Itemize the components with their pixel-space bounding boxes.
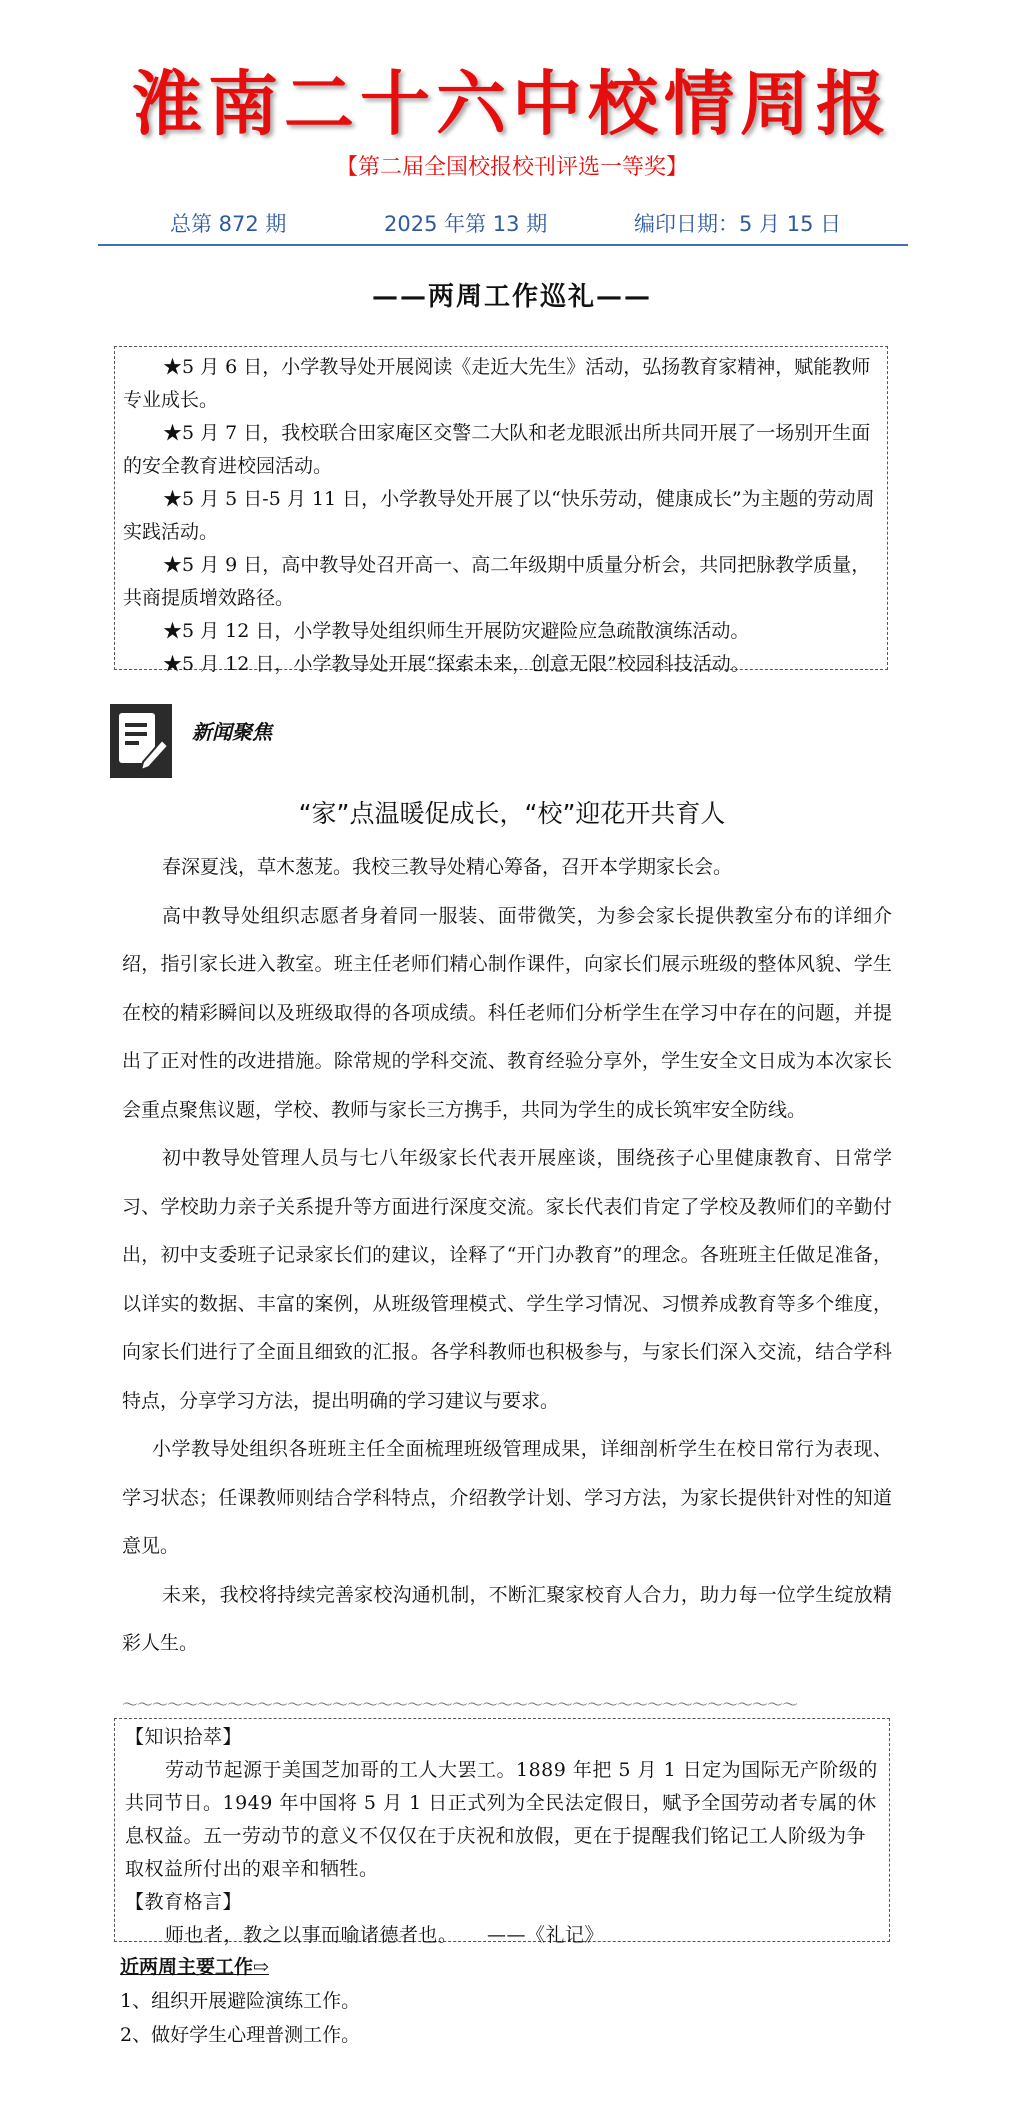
article-paragraph: 初中教导处管理人员与七八年级家长代表开展座谈，围绕孩子心里健康教育、日常学习、学校助力亲子关系提升等方面进行深度交流。家长代表们肯定了学校及教师们的辛勤付出，初中支委班子记录家长们的建议，诠释了“开门办教育”的理念。各班班主任做足准备，以详实的数据、丰富的案例，从班级管理模式、学生学习情况、习惯养成教育等多个维度，向家长们进行了全面且细致的汇报。各学科教师也积极参与，与家长们深入交流，结合学科特点，分享学习方法，提出明确的学习建议与要求。 bbox=[122, 1147, 892, 1412]
motto-text: 师也者，教之以事而喻诸德者也。 ——《礼记》 bbox=[165, 1924, 605, 1946]
work-review-box bbox=[114, 346, 888, 675]
article-body bbox=[122, 843, 892, 1668]
article-paragraph: 未来，我校将持续完善家校沟通机制，不断汇聚家校育人合力，助力每一位学生绽放精彩人生。 bbox=[122, 1583, 892, 1654]
upcoming-work-section bbox=[120, 1950, 360, 2052]
article-paragraph: 高中教导处组织志愿者身着同一服装、面带微笑，为参会家长提供教室分布的详细介绍，指引家长进入教室。班主任老师们精心制作课件，向家长们展示班级的整体风貌、学生在校的精彩瞬间以及班级取得的各项成绩。科任老师们分析学生在学习中存在的问题，并提出了正对性的改进措施。除常规的学科交流、教育经验分享外，学生安全文日成为本次家长会重点聚焦议题，学校、教师与家长三方携手，共同为学生的成长筑牢安全防线。 bbox=[122, 904, 892, 1121]
work-review-item: ★5 月 6 日，小学教导处开展阅读《走近大先生》活动，弘扬教育家精神，赋能教师专业成长。 bbox=[123, 356, 871, 411]
knowledge-box bbox=[114, 1718, 890, 1946]
motto-heading: 【教育格言】 bbox=[125, 1891, 243, 1913]
issue-year-number: 2025 年第 13 期 bbox=[384, 212, 548, 236]
work-review-item: ★5 月 12 日，小学教导处开展“探索未来，创意无限”校园科技活动。 bbox=[163, 653, 750, 675]
upcoming-work-item: 1、组织开展避险演练工作。 bbox=[120, 1990, 361, 2012]
article-paragraph: 春深夏浅，草木葱茏。我校三教导处精心筹备，召开本学期家长会。 bbox=[162, 856, 733, 878]
work-review-item: ★5 月 12 日，小学教导处组织师生开展防灾避险应急疏散演练活动。 bbox=[163, 620, 750, 642]
article-paragraph: 小学教导处组织各班班主任全面梳理班级管理成果，详细剖析学生在校日常行为表现、学习状态；任课教师则结合学科特点，介绍教学计划、学习方法，为家长提供针对性的知道意见。 bbox=[122, 1438, 892, 1557]
work-review-item: ★5 月 9 日，高中教导处召开高一、高二年级期中质量分析会，共同把脉教学质量，共商提质增效路径。 bbox=[123, 554, 871, 609]
knowledge-text: 劳动节起源于美国芝加哥的工人大罢工。1889 年把 5 月 1 日定为国际无产阶级的共同节日。1949 年中国将 5 月 1 日正式列为全民法定假日，赋予全国劳动者专属的休息权益。五一劳动节的意义不仅仅在于庆祝和放假，更在于提醒我们铭记工人阶级为争取权益所付出的艰辛和牺牲。 bbox=[125, 1759, 878, 1880]
work-review-item: ★5 月 5 日-5 月 11 日，小学教导处开展了以“快乐劳动，健康成长”为主题的劳动周实践活动。 bbox=[123, 488, 875, 543]
wave-divider: ～～～～～～～～～～～～～～～～～～～～～～～～～～～～～～～～～～～～～～～～～～～～～ bbox=[122, 1695, 798, 1714]
work-review-title: ——两周工作巡礼—— bbox=[371, 282, 652, 312]
upcoming-work-heading: 近两周主要工作⇨ bbox=[120, 1956, 269, 1978]
work-review-item: ★5 月 7 日，我校联合田家庵区交警二大队和老龙眼派出所共同开展了一场别开生面的安全教育进校园活动。 bbox=[123, 422, 871, 477]
article-title: “家”点温暖促成长，“校”迎花开共育人 bbox=[298, 799, 726, 828]
issue-print-date: 编印日期：5 月 15 日 bbox=[634, 212, 842, 236]
issue-total-number: 总第 872 期 bbox=[170, 212, 287, 236]
note-pencil-icon bbox=[110, 704, 172, 778]
award-line: 【第二届全国校报校刊评选一等奖】 bbox=[335, 155, 688, 180]
knowledge-heading: 【知识拾萃】 bbox=[125, 1726, 243, 1748]
upcoming-work-item: 2、做好学生心理普测工作。 bbox=[120, 2024, 361, 2046]
news-focus-label: 新闻聚焦 bbox=[192, 720, 272, 744]
issue-info-bar bbox=[98, 204, 908, 246]
masthead-title: 淮南二十六中校情周报 bbox=[132, 62, 892, 145]
